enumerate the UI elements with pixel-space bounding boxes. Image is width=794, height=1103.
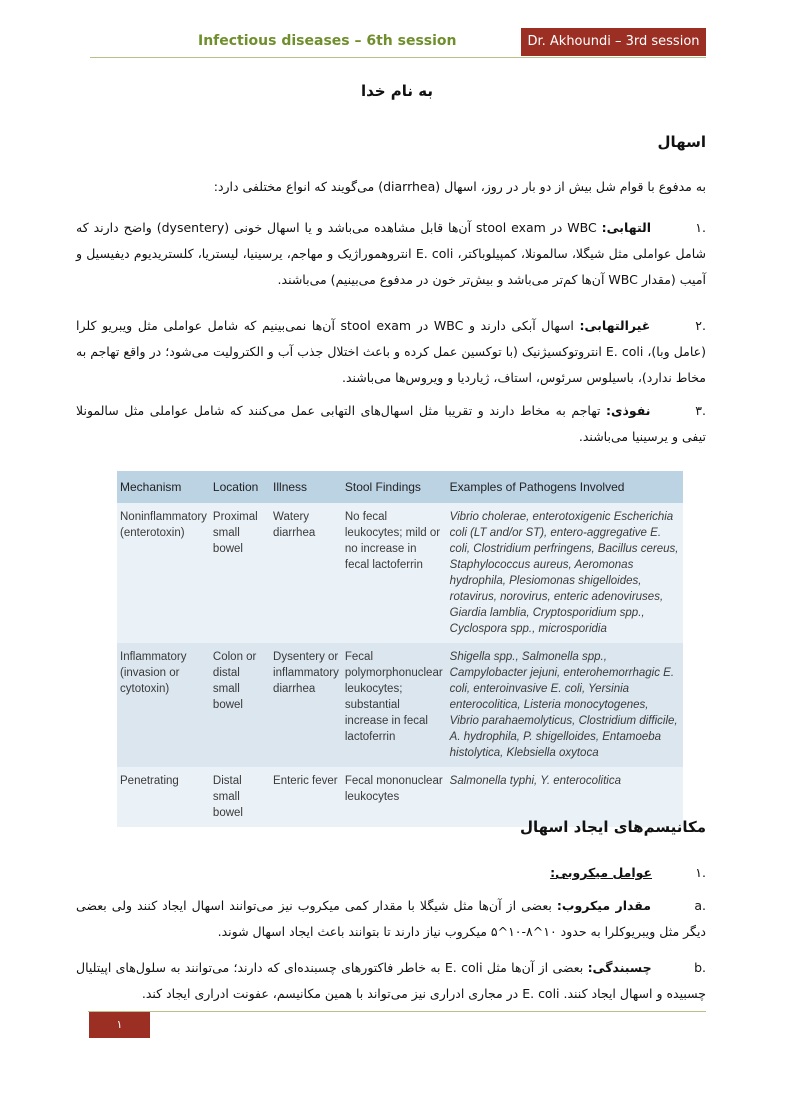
table-header-row (117, 471, 683, 503)
subheading-microbial-factors (76, 860, 706, 886)
header-divider (90, 57, 706, 58)
item-label: مقدار میکروب: (556, 898, 651, 913)
table-cell: Proximal small bowel (210, 503, 270, 643)
item-number: .۱ (695, 220, 706, 235)
table-row (117, 503, 683, 643)
item-number: .۲ (695, 318, 706, 333)
table-cell: Colon or distal small bowel (210, 643, 270, 767)
item-text: تهاجم به مخاط دارند و تقریبا مثل اسهال‌های التهابی عمل می‌کنند که شامل عواملی مثل سالمونلا تیفی و یرسینیا می‌باشند. (76, 403, 706, 444)
intro-paragraph: به مدفوع با قوام شل بیش از دو بار در روز، اسهال (diarrhea) می‌گویند که انواع مختلفی دارد: (213, 179, 706, 194)
table-cell: Fecal mononuclear leukocytes (342, 767, 447, 827)
item-text: اسهال آبکی دارند و WBC در stool exam آن‌ها نمی‌بینیم که شامل عواملی مثل ویبریو کلرا (عامل وبا)، E. coli انتروتوکسیژنیک (با توکسین عمل کرده و باعث اختلال جذب آب و الکترولیت می‌شود؛ در واقع تهاجم به مخاط ندارد)، باسیلوس سرئوس، استاف، ژیاردیا و ویروس‌ها می‌باشند. (76, 318, 706, 385)
section-title-mechanisms: مکانیسم‌های ایجاد اسهال (519, 818, 706, 836)
table-header-cell: Stool Findings (342, 471, 447, 503)
table-header-cell: Location (210, 471, 270, 503)
table-cell: Inflammatory (invasion or cytotoxin) (117, 643, 210, 767)
table-cell: Dysentery or inflammatory diarrhea (270, 643, 342, 767)
table-header-cell: Examples of Pathogens Involved (447, 471, 683, 503)
table-cell: Fecal polymorphonuclear leukocytes; substantial increase in fecal lactoferrin (342, 643, 447, 767)
item-inflammatory (76, 215, 706, 293)
table-cell: Penetrating (117, 767, 210, 827)
item-label: چسبندگی: (587, 960, 652, 975)
table-cell: Salmonella typhi, Y. enterocolitica (447, 767, 683, 827)
table-header-cell: Illness (270, 471, 342, 503)
item-number: .۱ (695, 865, 706, 880)
item-number: .b (694, 960, 706, 975)
subheading-label: عوامل میکروبی: (550, 865, 653, 880)
item-text: WBC در stool exam آن‌ها قابل مشاهده می‌باشد و یا اسهال خونی (dysentery) واضح دارند که شامل عواملی مثل شیگلا، سالمونلا، کمپیلوباکتر، E. coli انتروهموراژیک و مهاجم، یرسینیا، لیستریا، کلستریدیوم دیفیسیل و آمیب (مقدار WBC آن‌ها کم‌تر می‌باشد و بیش‌تر خون در مدفوع می‌بینیم) می‌باشند. (76, 220, 707, 287)
table-cell: Distal small bowel (210, 767, 270, 827)
item-noninflammatory (76, 313, 706, 391)
item-label: نفوذی: (606, 403, 651, 418)
footer-divider (88, 1011, 706, 1012)
item-label: غیرالتهابی: (579, 318, 651, 333)
bismillah-heading: به نام خدا (360, 82, 434, 100)
header-course-title: Infectious diseases – 6th session (198, 33, 457, 49)
item-text: بعضی از آن‌ها مثل E. coli به خاطر فاکتورهای چسبنده‌ای که دارند؛ می‌توانند به سلول‌های اپیتلیال چسبیده و اسهال ایجاد کنند. E. coli در مجاری ادراری نیز می‌تواند با همین مکانیسم، عفونت ادراری ایجاد کند. (76, 960, 706, 1001)
table-cell: Enteric fever (270, 767, 342, 827)
table-header-cell: Mechanism (117, 471, 210, 503)
table-cell: Watery diarrhea (270, 503, 342, 643)
page-number: ۱ (89, 1012, 150, 1038)
item-microbe-amount (76, 893, 706, 945)
table-row (117, 643, 683, 767)
item-penetrating (76, 398, 706, 450)
header-session-badge: Dr. Akhoundi – 3rd session (521, 28, 706, 56)
item-label: التهابی: (601, 220, 652, 235)
page-header (0, 0, 794, 60)
section-title-diarrhea: اسهال (657, 133, 706, 151)
item-adhesion (76, 955, 706, 1007)
item-text: بعضی از آن‌ها مثل شیگلا با مقدار کمی میکروب نیز می‌توانند اسهال ایجاد کنند ولی بعضی دیگر مثل ویبریوکلرا به حدود ۱۰^۸-۱۰^۵ میکروب نیاز دارند تا بتوانند باعث ایجاد اسهال شوند. (76, 898, 706, 939)
table-cell: No fecal leukocytes; mild or no increase in fecal lactoferrin (342, 503, 447, 643)
diarrhea-mechanism-table (117, 471, 683, 827)
table-cell: Shigella spp., Salmonella spp., Campylobacter jejuni, enterohemorrhagic E. coli, enteroinvasive E. coli, Yersinia enterocolitica, Listeria monocytogenes, Vibrio parahaemolyticus, Clostridium difficile, A. hydrophila, P. shigelloides, Entamoeba histolytica, Klebsiella oxytoca (447, 643, 683, 767)
table-cell: Noninflammatory (enterotoxin) (117, 503, 210, 643)
item-number: .a (694, 898, 706, 913)
item-number: .۳ (695, 403, 706, 418)
table-cell: Vibrio cholerae, enterotoxigenic Escherichia coli (LT and/or ST), entero-aggregative E. coli, Clostridium perfringens, Bacillus cereus, Staphylococcus aureus, Aeromonas hydrophila, Plesiomonas shigelloides, rotavirus, norovirus, enteric adenoviruses, Giardia lamblia, Cryptosporidium spp., Cyclospora spp., microsporidia (447, 503, 683, 643)
